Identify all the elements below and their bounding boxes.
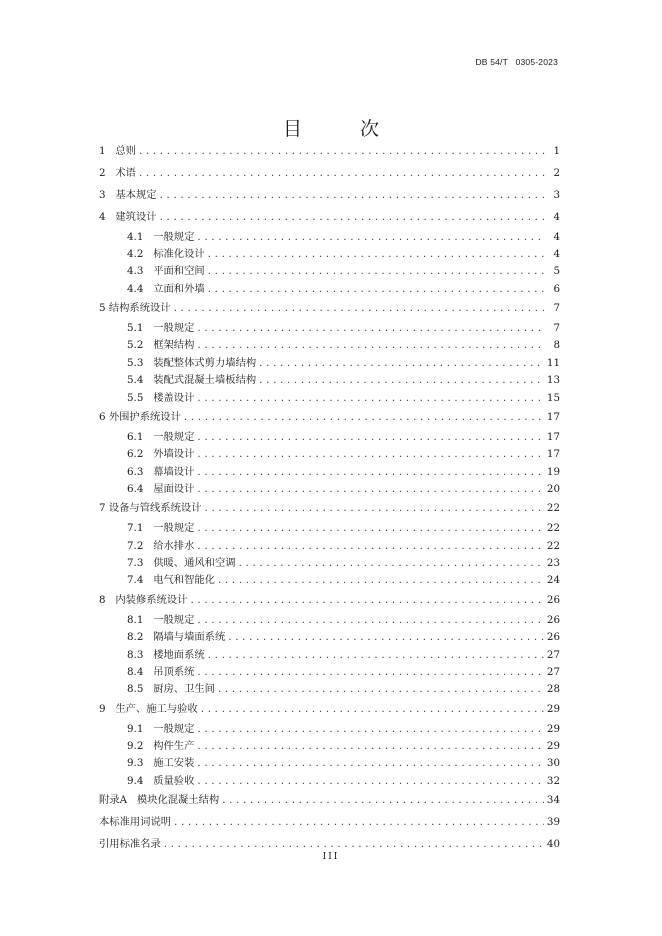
toc-entry-number: 5.3 [127, 356, 154, 369]
toc-entry-number: 4.2 [127, 247, 154, 260]
toc-entry-page: 1 [553, 145, 560, 157]
toc-entry-page: 3 [553, 188, 560, 201]
toc-entry-page: 24 [546, 574, 560, 587]
page-number: III [322, 852, 340, 862]
toc-entry-number: 8.1 [127, 613, 154, 626]
toc-entry[interactable] [99, 229, 560, 246]
toc-entry-page: 27 [546, 665, 560, 678]
toc-entry-page: 39 [546, 816, 560, 829]
toc-leader-dots [259, 355, 544, 372]
toc-entry-page: 32 [546, 774, 560, 787]
toc-leader-dots [139, 141, 545, 163]
toc-entry[interactable] [99, 207, 560, 229]
toc-leader-dots [218, 681, 544, 698]
toc-entry-label: 平面和空间 [153, 265, 205, 278]
toc-entry-page: 4 [553, 247, 560, 260]
toc-entry-number: 5.4 [127, 374, 154, 387]
toc-entry[interactable] [99, 355, 560, 372]
toc-entry-label: 外墙设计 [153, 448, 195, 461]
toc-entry-page: 26 [546, 613, 560, 626]
toc-entry-page: 7 [553, 302, 560, 315]
toc-entry-label: 厨房、卫生间 [153, 683, 215, 696]
toc-entry-number: 4 [99, 210, 116, 223]
toc-entry-page: 4 [553, 230, 560, 243]
toc-entry[interactable] [99, 812, 560, 834]
toc-entry-number: 4.3 [127, 265, 154, 278]
toc-entry-page: 30 [546, 757, 560, 770]
toc-entry[interactable] [99, 246, 560, 263]
toc-entry-label: 结构系统设计 [108, 302, 171, 315]
toc-entry-label: 质量验收 [153, 774, 195, 787]
toc-entry[interactable] [99, 464, 560, 481]
toc-entry-page: 27 [546, 648, 560, 661]
toc-entry-number: 6 [99, 410, 109, 423]
toc-leader-dots [160, 185, 545, 207]
toc-entry-page: 20 [546, 483, 560, 496]
toc-entry[interactable] [99, 320, 560, 337]
toc-entry-number: 6.4 [127, 483, 154, 496]
toc-entry-number: 7.2 [127, 539, 154, 552]
toc-entry-label: 一般规定 [153, 522, 195, 535]
toc-entry-number: 5.1 [127, 322, 154, 335]
toc-leader-dots [222, 790, 544, 812]
toc-entry-page: 29 [546, 702, 560, 715]
toc-entry-page: 8 [553, 339, 560, 352]
toc-entry-label: 吊顶系统 [153, 665, 195, 678]
toc-entry-page: 28 [546, 683, 560, 696]
toc-entry[interactable] [99, 429, 560, 446]
toc-entry-page: 34 [546, 794, 560, 807]
toc-entry-label: 一般规定 [153, 230, 195, 243]
toc-leader-dots [259, 372, 544, 389]
toc-entry-label: 装配整体式剪力墙结构 [153, 356, 257, 369]
toc-entry[interactable] [99, 281, 560, 298]
toc-entry-number: 7.1 [127, 522, 154, 535]
toc-entry[interactable] [99, 664, 560, 681]
page-title: 目 次 [282, 118, 406, 140]
toc-entry-page: 6 [553, 282, 560, 295]
table-of-contents [99, 141, 560, 856]
toc-entry-page: 13 [546, 374, 560, 387]
toc-entry-label: 一般规定 [153, 613, 195, 626]
toc-entry-page: 17 [546, 410, 560, 423]
toc-entry[interactable] [99, 520, 560, 537]
toc-entry-number: 5 [99, 302, 109, 315]
toc-entry[interactable] [99, 590, 560, 612]
toc-entry-number: 4.1 [127, 230, 154, 243]
toc-entry-number: 7 [99, 502, 109, 515]
toc-entry-label: 一般规定 [153, 430, 195, 443]
toc-entry-label: 楼盖设计 [153, 391, 195, 404]
toc-entry[interactable] [99, 699, 560, 721]
toc-entry[interactable] [99, 298, 560, 320]
toc-entry[interactable] [99, 263, 560, 280]
toc-leader-dots [197, 755, 544, 772]
toc-entry-page: 23 [546, 557, 560, 570]
toc-entry-page: 7 [553, 322, 560, 335]
toc-leader-dots [228, 629, 544, 646]
toc-leader-dots [208, 263, 545, 280]
toc-entry-number: 2 [99, 166, 116, 179]
toc-entry-label: 装配式混凝土墙板结构 [153, 374, 257, 387]
toc-entry-label: 术语 [115, 166, 136, 179]
toc-leader-dots [190, 590, 543, 612]
toc-leader-dots [184, 407, 544, 429]
toc-entry[interactable] [99, 185, 560, 207]
toc-entry-number: 7.3 [127, 557, 154, 570]
toc-entry-label: 建筑设计 [115, 210, 157, 223]
toc-leader-dots [239, 555, 544, 572]
toc-entry-page: 17 [546, 430, 560, 443]
toc-entry-number: 3 [99, 188, 116, 201]
toc-leader-dots [197, 337, 545, 354]
toc-entry-page: 11 [546, 356, 560, 369]
toc-entry-page: 26 [546, 593, 560, 606]
toc-leader-dots [197, 464, 544, 481]
toc-entry-number: 1 [99, 145, 116, 157]
toc-entry-label: 供暖、通风和空调 [153, 557, 236, 570]
toc-leader-dots [197, 738, 544, 755]
toc-entry-label: 隔墙与墙面系统 [153, 631, 226, 644]
toc-entry-page: 22 [546, 502, 560, 515]
toc-entry[interactable] [99, 790, 560, 812]
toc-leader-dots [208, 246, 545, 263]
toc-entry[interactable] [99, 647, 560, 664]
toc-entry[interactable] [99, 337, 560, 354]
toc-leader-dots [197, 320, 545, 337]
toc-leader-dots [197, 390, 544, 407]
toc-entry[interactable] [99, 498, 560, 520]
toc-entry-page: 26 [546, 631, 560, 644]
toc-entry-number: 附录A [99, 794, 137, 807]
toc-leader-dots [197, 773, 544, 790]
toc-entry-page: 4 [553, 210, 560, 223]
toc-entry-number: 8 [99, 593, 116, 606]
toc-entry-label: 内装修系统设计 [115, 593, 188, 606]
toc-entry-label: 一般规定 [153, 722, 195, 735]
toc-entry[interactable] [99, 538, 560, 555]
toc-entry-number: 4.4 [127, 282, 154, 295]
toc-leader-dots [139, 163, 545, 185]
toc-entry[interactable] [99, 629, 560, 646]
toc-leader-dots [197, 229, 545, 246]
toc-entry-label: 电气和智能化 [153, 574, 215, 587]
toc-entry[interactable] [99, 141, 560, 163]
toc-entry-label: 模块化混凝土结构 [136, 794, 220, 807]
toc-leader-dots [197, 612, 544, 629]
toc-entry-page: 22 [546, 522, 560, 535]
toc-entry[interactable] [99, 755, 560, 772]
toc-entry-label: 构件生产 [153, 740, 195, 752]
toc-leader-dots [174, 298, 545, 320]
toc-entry-number: 5.5 [127, 391, 154, 404]
toc-entry[interactable] [99, 163, 560, 185]
toc-leader-dots [197, 429, 544, 446]
toc-entry-number: 6.2 [127, 448, 154, 461]
toc-entry-number: 9.4 [127, 774, 154, 787]
toc-entry-page: 2 [553, 166, 560, 179]
toc-entry-label: 给水排水 [153, 539, 195, 552]
toc-entry[interactable] [99, 481, 560, 498]
toc-leader-dots [197, 520, 544, 537]
toc-entry[interactable] [99, 721, 560, 738]
toc-entry-page: 40 [546, 837, 560, 850]
toc-entry[interactable] [99, 612, 560, 629]
toc-entry-label: 框架结构 [153, 339, 195, 352]
toc-leader-dots [218, 572, 544, 589]
toc-entry[interactable] [99, 572, 560, 589]
toc-entry-label: 生产、施工与验收 [115, 702, 198, 715]
toc-entry-label: 基本规定 [115, 188, 157, 201]
toc-entry-label: 标准化设计 [153, 247, 205, 260]
toc-entry[interactable] [99, 738, 560, 755]
toc-leader-dots [197, 664, 544, 681]
toc-entry-number: 9.2 [127, 740, 154, 752]
toc-entry-number: 9 [99, 702, 116, 715]
toc-entry-page: 19 [546, 465, 560, 478]
toc-entry-number: 5.2 [127, 339, 154, 352]
toc-entry[interactable] [99, 773, 560, 790]
toc-entry[interactable] [99, 407, 560, 429]
toc-entry-number: 8.3 [127, 648, 154, 661]
toc-entry[interactable] [99, 372, 560, 389]
toc-leader-dots [205, 498, 544, 520]
toc-entry-number: 6.3 [127, 465, 154, 478]
toc-entry-label: 立面和外墙 [153, 282, 205, 295]
toc-leader-dots [160, 207, 545, 229]
toc-entry-number: 9.1 [127, 722, 154, 735]
toc-leader-dots [174, 812, 544, 834]
toc-entry-label: 幕墙设计 [153, 465, 195, 478]
toc-entry[interactable] [99, 681, 560, 698]
toc-entry[interactable] [99, 390, 560, 407]
toc-leader-dots [197, 721, 544, 738]
toc-entry-number: 7.4 [127, 574, 154, 587]
toc-leader-dots [197, 481, 544, 498]
standard-code: DB 54/T 0305-2023 [475, 57, 558, 67]
toc-entry-label: 本标准用词说明 [99, 816, 172, 829]
toc-entry-page: 15 [546, 391, 560, 404]
toc-entry-number: 8.5 [127, 683, 154, 696]
toc-entry-page: 17 [546, 448, 560, 461]
toc-entry-page: 22 [546, 539, 560, 552]
toc-entry-label: 一般规定 [153, 322, 195, 335]
toc-entry-label: 屋面设计 [153, 483, 195, 496]
toc-entry-page: 29 [546, 740, 560, 752]
toc-entry-label: 施工安装 [153, 757, 195, 770]
toc-entry-page: 5 [553, 265, 560, 278]
toc-entry-number: 6.1 [127, 430, 154, 443]
toc-leader-dots [197, 538, 544, 555]
toc-leader-dots [197, 446, 544, 463]
toc-entry-page: 29 [546, 722, 560, 735]
toc-entry-number: 8.4 [127, 665, 154, 678]
toc-entry-number: 8.2 [127, 631, 154, 644]
toc-leader-dots [208, 281, 545, 298]
toc-entry[interactable] [99, 555, 560, 572]
toc-entry-label: 引用标准名录 [99, 837, 161, 850]
toc-leader-dots [201, 699, 544, 721]
toc-entry-label: 外围护系统设计 [108, 410, 181, 423]
toc-entry-label: 楼地面系统 [153, 648, 205, 661]
toc-entry-number: 9.3 [127, 757, 154, 770]
toc-leader-dots [208, 647, 544, 664]
toc-entry-label: 总则 [115, 145, 136, 157]
toc-entry-label: 设备与管线系统设计 [108, 502, 202, 515]
toc-entry[interactable] [99, 446, 560, 463]
